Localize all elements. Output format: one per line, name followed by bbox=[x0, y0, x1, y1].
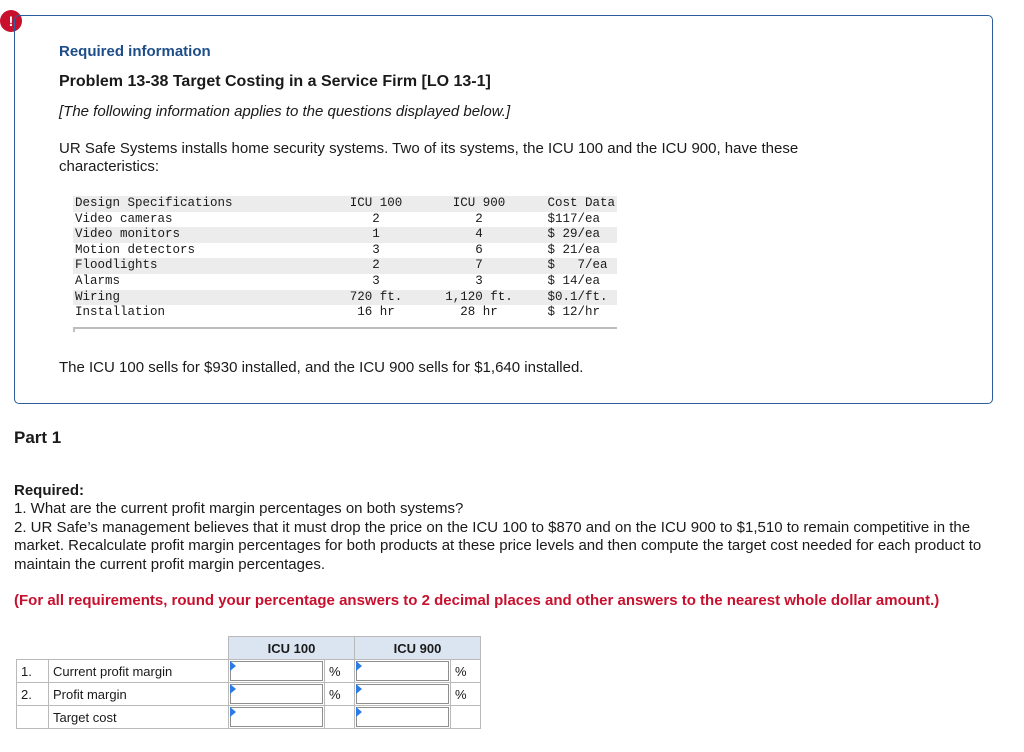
spec-row bbox=[73, 258, 617, 274]
spec-row bbox=[73, 305, 617, 321]
row-number bbox=[17, 706, 49, 729]
input-marker-icon bbox=[356, 707, 362, 717]
spec-item: Wiring bbox=[73, 290, 330, 306]
spec-icu900: 4 bbox=[423, 227, 536, 243]
spec-row bbox=[73, 243, 617, 259]
spec-icu100: 3 bbox=[372, 242, 380, 257]
input-marker-icon bbox=[230, 661, 236, 671]
spec-cost: $ 7/ea bbox=[535, 258, 617, 274]
spec-cost: $ 14/ea bbox=[547, 273, 600, 288]
spec-cost: $ 29/ea bbox=[535, 227, 617, 243]
required-information-heading: Required information bbox=[59, 43, 211, 60]
spec-row bbox=[73, 274, 617, 290]
profit-margin-icu900-input[interactable] bbox=[355, 683, 451, 706]
target-cost-icu900-input[interactable] bbox=[355, 706, 451, 729]
row-label: Target cost bbox=[49, 706, 229, 729]
spec-icu900: 7 bbox=[423, 258, 536, 274]
row-number: 1. bbox=[17, 660, 49, 683]
spec-item: Floodlights bbox=[73, 258, 330, 274]
answer-header-row bbox=[17, 637, 481, 660]
spec-header-design: Design Specifications bbox=[73, 196, 330, 212]
blank-header bbox=[17, 637, 49, 660]
percent-sign: % bbox=[325, 660, 355, 683]
spec-icu900: 6 bbox=[475, 242, 483, 257]
spec-icu100: 3 bbox=[372, 273, 380, 288]
input-marker-icon bbox=[230, 684, 236, 694]
problem-title: Problem 13-38 Target Costing in a Service Firm [LO 13-1] bbox=[59, 73, 491, 90]
spec-header-cost: Cost Data bbox=[535, 196, 617, 212]
selling-price-text: The ICU 100 sells for $930 installed, and the ICU 900 sells for $1,640 installed. bbox=[59, 359, 584, 376]
spec-item: Alarms bbox=[75, 273, 121, 288]
design-spec-table bbox=[73, 196, 617, 321]
spec-cost: $0.1/ft. bbox=[535, 290, 617, 306]
answer-row bbox=[17, 706, 481, 729]
profit-margin-icu100-input[interactable] bbox=[229, 683, 325, 706]
unit-cell bbox=[325, 706, 355, 729]
spec-icu900: 1,120 ft. bbox=[423, 290, 536, 306]
header-icu900: ICU 900 bbox=[355, 637, 481, 660]
spec-icu100: 2 bbox=[330, 258, 423, 274]
spec-row bbox=[73, 227, 617, 243]
required-heading: Required: bbox=[14, 482, 85, 499]
spec-icu900: 28 hr bbox=[460, 305, 498, 320]
spec-cost: $ 12/hr bbox=[547, 305, 600, 320]
spec-item: Installation bbox=[75, 305, 166, 320]
spec-table-divider bbox=[73, 327, 617, 332]
spec-icu900: 3 bbox=[475, 273, 483, 288]
input-marker-icon bbox=[356, 661, 362, 671]
spec-item: Video monitors bbox=[73, 227, 330, 243]
spec-icu100: 2 bbox=[372, 211, 380, 226]
spec-item: Motion detectors bbox=[75, 242, 196, 257]
spec-header-row bbox=[73, 196, 617, 212]
percent-sign: % bbox=[451, 660, 481, 683]
spec-row bbox=[73, 212, 617, 228]
unit-cell bbox=[451, 706, 481, 729]
spec-row bbox=[73, 290, 617, 306]
requirements-list bbox=[14, 500, 1004, 574]
exclamation-icon: ! bbox=[0, 10, 22, 32]
intro-text: UR Safe Systems installs home security systems. Two of its systems, the ICU 100 and the ICU 900, have these characteristics: bbox=[59, 140, 799, 175]
percent-sign: % bbox=[325, 683, 355, 706]
spec-item: Video cameras bbox=[75, 211, 173, 226]
current-margin-icu900-input[interactable] bbox=[355, 660, 451, 683]
problem-subtitle: [The following information applies to the questions displayed below.] bbox=[59, 103, 511, 120]
answer-row bbox=[17, 683, 481, 706]
spec-header-icu100: ICU 100 bbox=[330, 196, 423, 212]
input-marker-icon bbox=[230, 707, 236, 717]
spec-cost: $ 21/ea bbox=[547, 242, 600, 257]
row-label: Current profit margin bbox=[49, 660, 229, 683]
input-marker-icon bbox=[356, 684, 362, 694]
spec-header-icu900: ICU 900 bbox=[423, 196, 536, 212]
spec-icu900: 2 bbox=[475, 211, 483, 226]
current-margin-icu100-input[interactable] bbox=[229, 660, 325, 683]
answer-row bbox=[17, 660, 481, 683]
percent-sign: % bbox=[451, 683, 481, 706]
target-cost-icu100-input[interactable] bbox=[229, 706, 325, 729]
spec-icu100: 1 bbox=[330, 227, 423, 243]
part-title: Part 1 bbox=[14, 428, 62, 447]
answer-table bbox=[16, 636, 481, 729]
header-icu100: ICU 100 bbox=[229, 637, 355, 660]
spec-icu100: 16 hr bbox=[357, 305, 395, 320]
requirement-1: 1. What are the current profit margin percentages on both systems? bbox=[14, 500, 464, 517]
rounding-instructions: (For all requirements, round your percentage answers to 2 decimal places and other answers to the nearest whole dollar amount.) bbox=[14, 592, 940, 609]
spec-icu100: 720 ft. bbox=[330, 290, 423, 306]
row-number: 2. bbox=[17, 683, 49, 706]
row-label: Profit margin bbox=[49, 683, 229, 706]
blank-header bbox=[49, 637, 229, 660]
requirement-2: 2. UR Safe’s management believes that it must drop the price on the ICU 100 to $870 and on the ICU 900 to $1,510 to remain competitive in the market. Recalculate profit margin percentages for both products at these price levels and then compute the target cost needed for each product to maintain the current profit margin percentages. bbox=[14, 518, 982, 573]
spec-cost: $117/ea bbox=[547, 211, 600, 226]
